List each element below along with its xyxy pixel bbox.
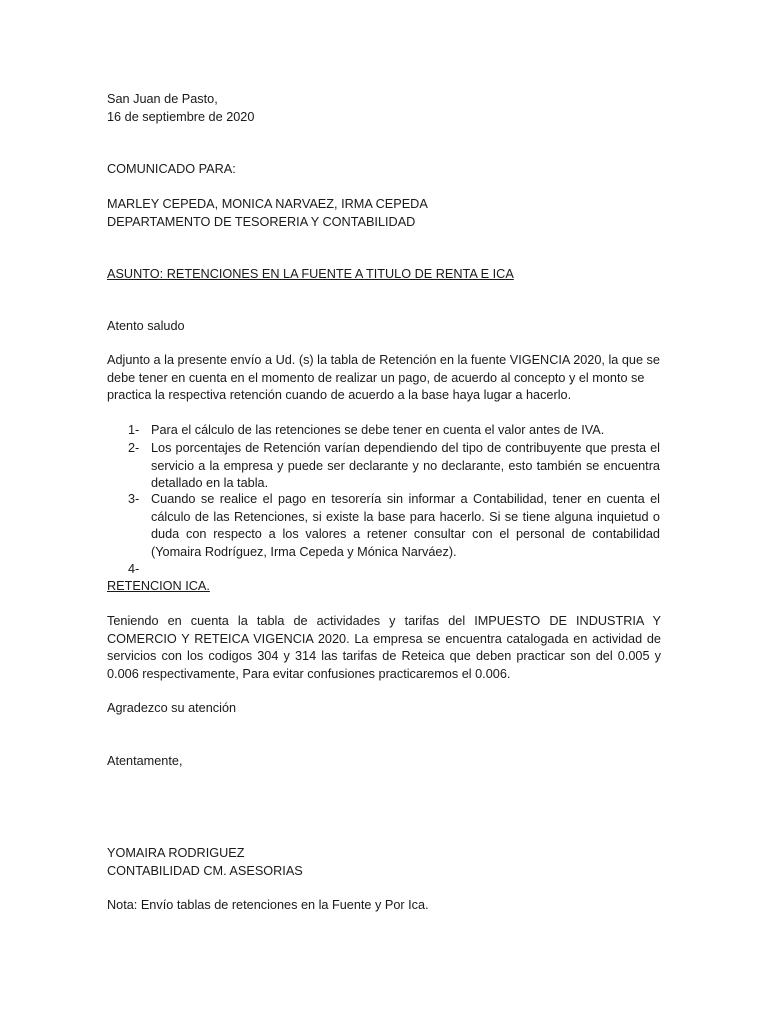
signature-company: CONTABILIDAD CM. ASESORIAS [107, 864, 303, 878]
greeting: Atento saludo [107, 319, 185, 333]
ica-heading: RETENCION ICA. [107, 579, 210, 593]
list-text: Para el cálculo de las retenciones se debe tener en cuenta el valor antes de IVA. [151, 423, 605, 437]
list-number: 2- [128, 441, 140, 455]
closing-line: Atentamente, [107, 754, 183, 768]
note-line: Nota: Envío tablas de retenciones en la Fuente y Por Ica. [107, 898, 429, 912]
list-number: 4- [128, 562, 140, 576]
date-line: 16 de septiembre de 2020 [107, 110, 255, 124]
recipients-heading: COMUNICADO PARA: [107, 162, 236, 176]
intro-paragraph: Adjunto a la presente envío a Ud. (s) la tabla de Retención en la fuente VIGENCIA 2020, la que se debe tener en cuenta en el momento de realizar un pago, de acuerdo al concepto y el monto se practica la respectiva retención cuando de acuerdo a la base haya lugar a hacerlo. [107, 353, 660, 402]
signature-name: YOMAIRA RODRIGUEZ [107, 846, 245, 860]
recipient-department: DEPARTAMENTO DE TESORERIA Y CONTABILIDAD [107, 215, 416, 229]
ica-paragraph: Teniendo en cuenta la tabla de actividades y tarifas del IMPUESTO DE INDUSTRIA Y COMERCIO Y RETEICA VIGENCIA 2020. La empresa se encuentra catalogada en actividad de servicios con los codigos 304 y 314 las tarifas de Reteica que deben practicar son del 0.005 y 0.006 respectivamente, Para evitar confusiones practicaremos el 0.006. [107, 614, 661, 681]
list-text: Los porcentajes de Retención varían dependiendo del tipo de contribuyente que presta el servicio a la empresa y puede ser declarante y no declarante, esto también se encuentra detallado en la tabla. [151, 441, 660, 490]
list-number: 3- [128, 492, 140, 506]
list-number: 1- [128, 423, 140, 437]
list-text: Cuando se realice el pago en tesorería sin informar a Contabilidad, tener en cuenta el cálculo de las Retenciones, si existe la base para hacerlo. Si se tiene alguna inquietud o duda con respecto a los valores a retener consultar con el personal de contabilidad (Yomaira Rodríguez, Irma Cepeda y Mónica Narváez). [151, 492, 660, 559]
thanks-line: Agradezco su atención [107, 701, 237, 715]
subject-line: ASUNTO: RETENCIONES EN LA FUENTE A TITULO DE RENTA E ICA [107, 267, 514, 281]
city-line: San Juan de Pasto, [107, 92, 218, 106]
recipient-names: MARLEY CEPEDA, MONICA NARVAEZ, IRMA CEPEDA [107, 197, 428, 211]
